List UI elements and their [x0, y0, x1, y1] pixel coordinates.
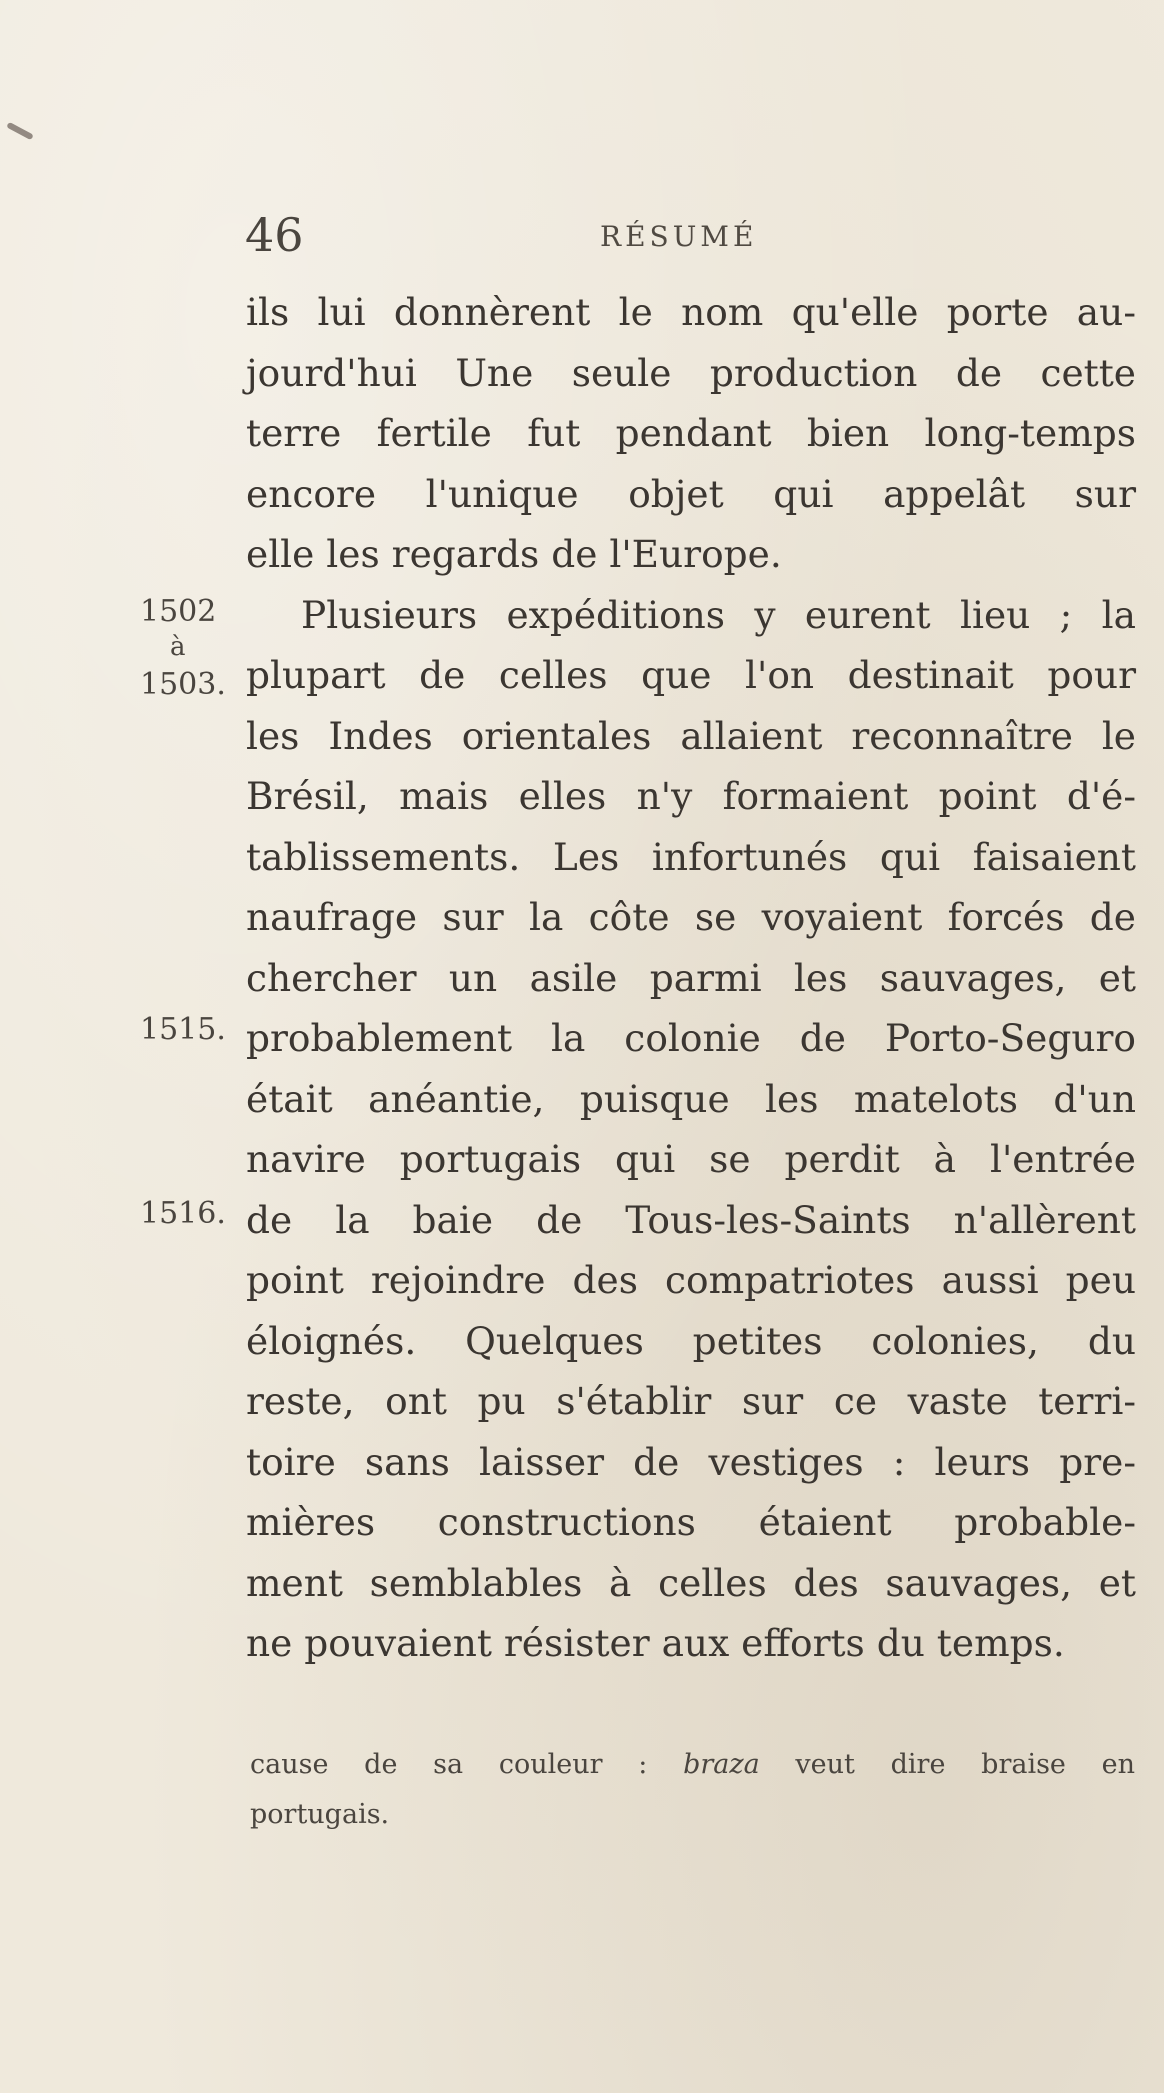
- text-line: probablement la colonie de Porto-Seguro: [246, 1016, 1136, 1060]
- text-line: elle les regards de l'Europe.: [246, 532, 782, 576]
- text-line: chercher un asile parmi les sauvages, et: [246, 955, 1136, 1000]
- text-line: naufrage sur la côte se voyaient forcés de: [246, 895, 1136, 939]
- margin-year-1516: 1516.: [140, 1196, 226, 1231]
- text-line: jourd'hui Une seule production de cette: [246, 350, 1136, 395]
- footnote-text: veut dire braise en: [759, 1749, 1136, 1780]
- text-line: Brésil, mais elles n'y formaient point d'é-: [246, 774, 1136, 818]
- margin-year-1503: 1503.: [140, 667, 226, 702]
- footnote-line: [250, 1740, 1135, 1790]
- ink-mark: [6, 122, 34, 140]
- text-line: tablissements. Les infortunés qui faisaient: [246, 834, 1136, 879]
- text-line: encore l'unique objet qui appelât sur: [246, 471, 1136, 516]
- text-line: ne pouvaient résister aux efforts du temps.: [246, 1621, 1065, 1665]
- footnote-italic-word: braza: [683, 1749, 760, 1780]
- margin-year-1502: 1502: [140, 594, 217, 629]
- text-line: ils lui donnèrent le nom qu'elle porte au-: [246, 290, 1136, 334]
- page-number: 46: [245, 208, 304, 262]
- body-text: [246, 282, 1136, 1674]
- margin-a: à: [170, 632, 186, 662]
- footnote-line: portugais.: [250, 1799, 390, 1830]
- text-line: mières constructions étaient probable-: [246, 1500, 1136, 1544]
- text-line: toire sans laisser de vestiges : leurs pre-: [246, 1439, 1136, 1484]
- footnote-text: cause de sa couleur :: [250, 1749, 684, 1780]
- text-line: plupart de celles que l'on destinait pour: [246, 653, 1136, 697]
- text-line: terre fertile fut pendant bien long-temps: [246, 411, 1136, 455]
- text-line: point rejoindre des compatriotes aussi peu: [246, 1258, 1136, 1302]
- text-line: Plusieurs expéditions y eurent lieu ; la: [301, 592, 1136, 637]
- text-line: éloignés. Quelques petites colonies, du: [246, 1318, 1136, 1363]
- text-line: de la baie de Tous-les-Saints n'allèrent: [246, 1197, 1136, 1242]
- margin-year-1515: 1515.: [140, 1012, 226, 1047]
- running-head: [245, 205, 1135, 275]
- footnote: [250, 1740, 1135, 1840]
- text-line: les Indes orientales allaient reconnaître le: [246, 713, 1136, 758]
- text-line: était anéantie, puisque les matelots d'un: [246, 1076, 1136, 1121]
- text-line: ment semblables à celles des sauvages, et: [246, 1560, 1136, 1605]
- text-line: reste, ont pu s'établir sur ce vaste terri-: [246, 1379, 1136, 1423]
- text-line: navire portugais qui se perdit à l'entrée: [246, 1137, 1136, 1181]
- running-title: RÉSUMÉ: [600, 220, 758, 253]
